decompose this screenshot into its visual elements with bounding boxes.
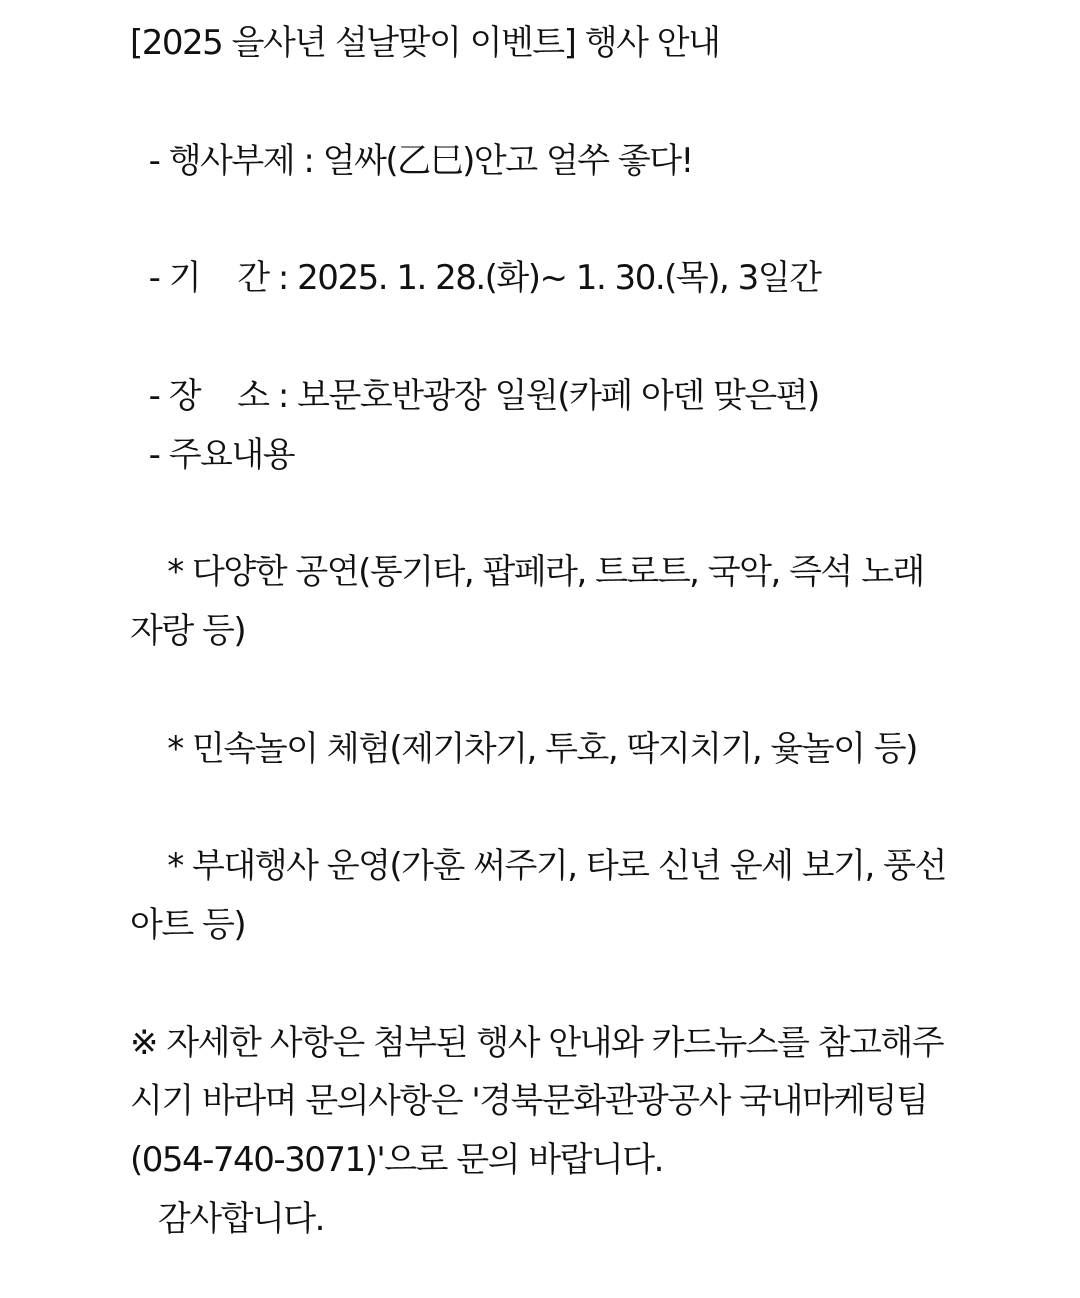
event-subtitle-line: - 행사부제 : 얼싸(乙巳)안고 얼쑤 좋다! [130, 140, 693, 181]
blank-line [130, 190, 950, 249]
blank-line [130, 955, 950, 1014]
announcement-title: [2025 을사년 설날맞이 이벤트] 행사 안내 [130, 23, 720, 63]
announcement-document [130, 14, 950, 1249]
blank-line [130, 484, 950, 543]
event-period-line: - 기 간 : 2025. 1. 28.(화)~ 1. 30.(목), 3일간 [130, 258, 821, 299]
contents-item-folk-games: * 민속놀이 체험(제기차기, 투호, 딱지치기, 윷놀이 등) [167, 728, 917, 769]
blank-line [130, 778, 950, 837]
contents-item-side-events: * 부대행사 운영(가훈 써주기, 타로 신년 운세 보기, 풍선 아트 등) [130, 846, 946, 945]
blank-line [130, 308, 950, 367]
inquiry-notice: ※ 자세한 사항은 첨부된 행사 안내와 카드뉴스를 참고해주시기 바라며 문의사항은 '경북문화관광공사 국내마케팅팀(054-740-3071)'으로 문의 바랍니다. [130, 1022, 944, 1181]
main-contents-heading: - 주요내용 [130, 434, 295, 475]
closing-thanks: 감사합니다. [130, 1198, 324, 1239]
contents-item-performances: * 다양한 공연(통기타, 팝페라, 트로트, 국악, 즉석 노래자랑 등) [130, 552, 924, 651]
event-place-line: - 장 소 : 보문호반광장 일원(카페 아덴 맞은편) [130, 375, 819, 416]
blank-line [130, 661, 950, 720]
blank-line [130, 73, 950, 132]
